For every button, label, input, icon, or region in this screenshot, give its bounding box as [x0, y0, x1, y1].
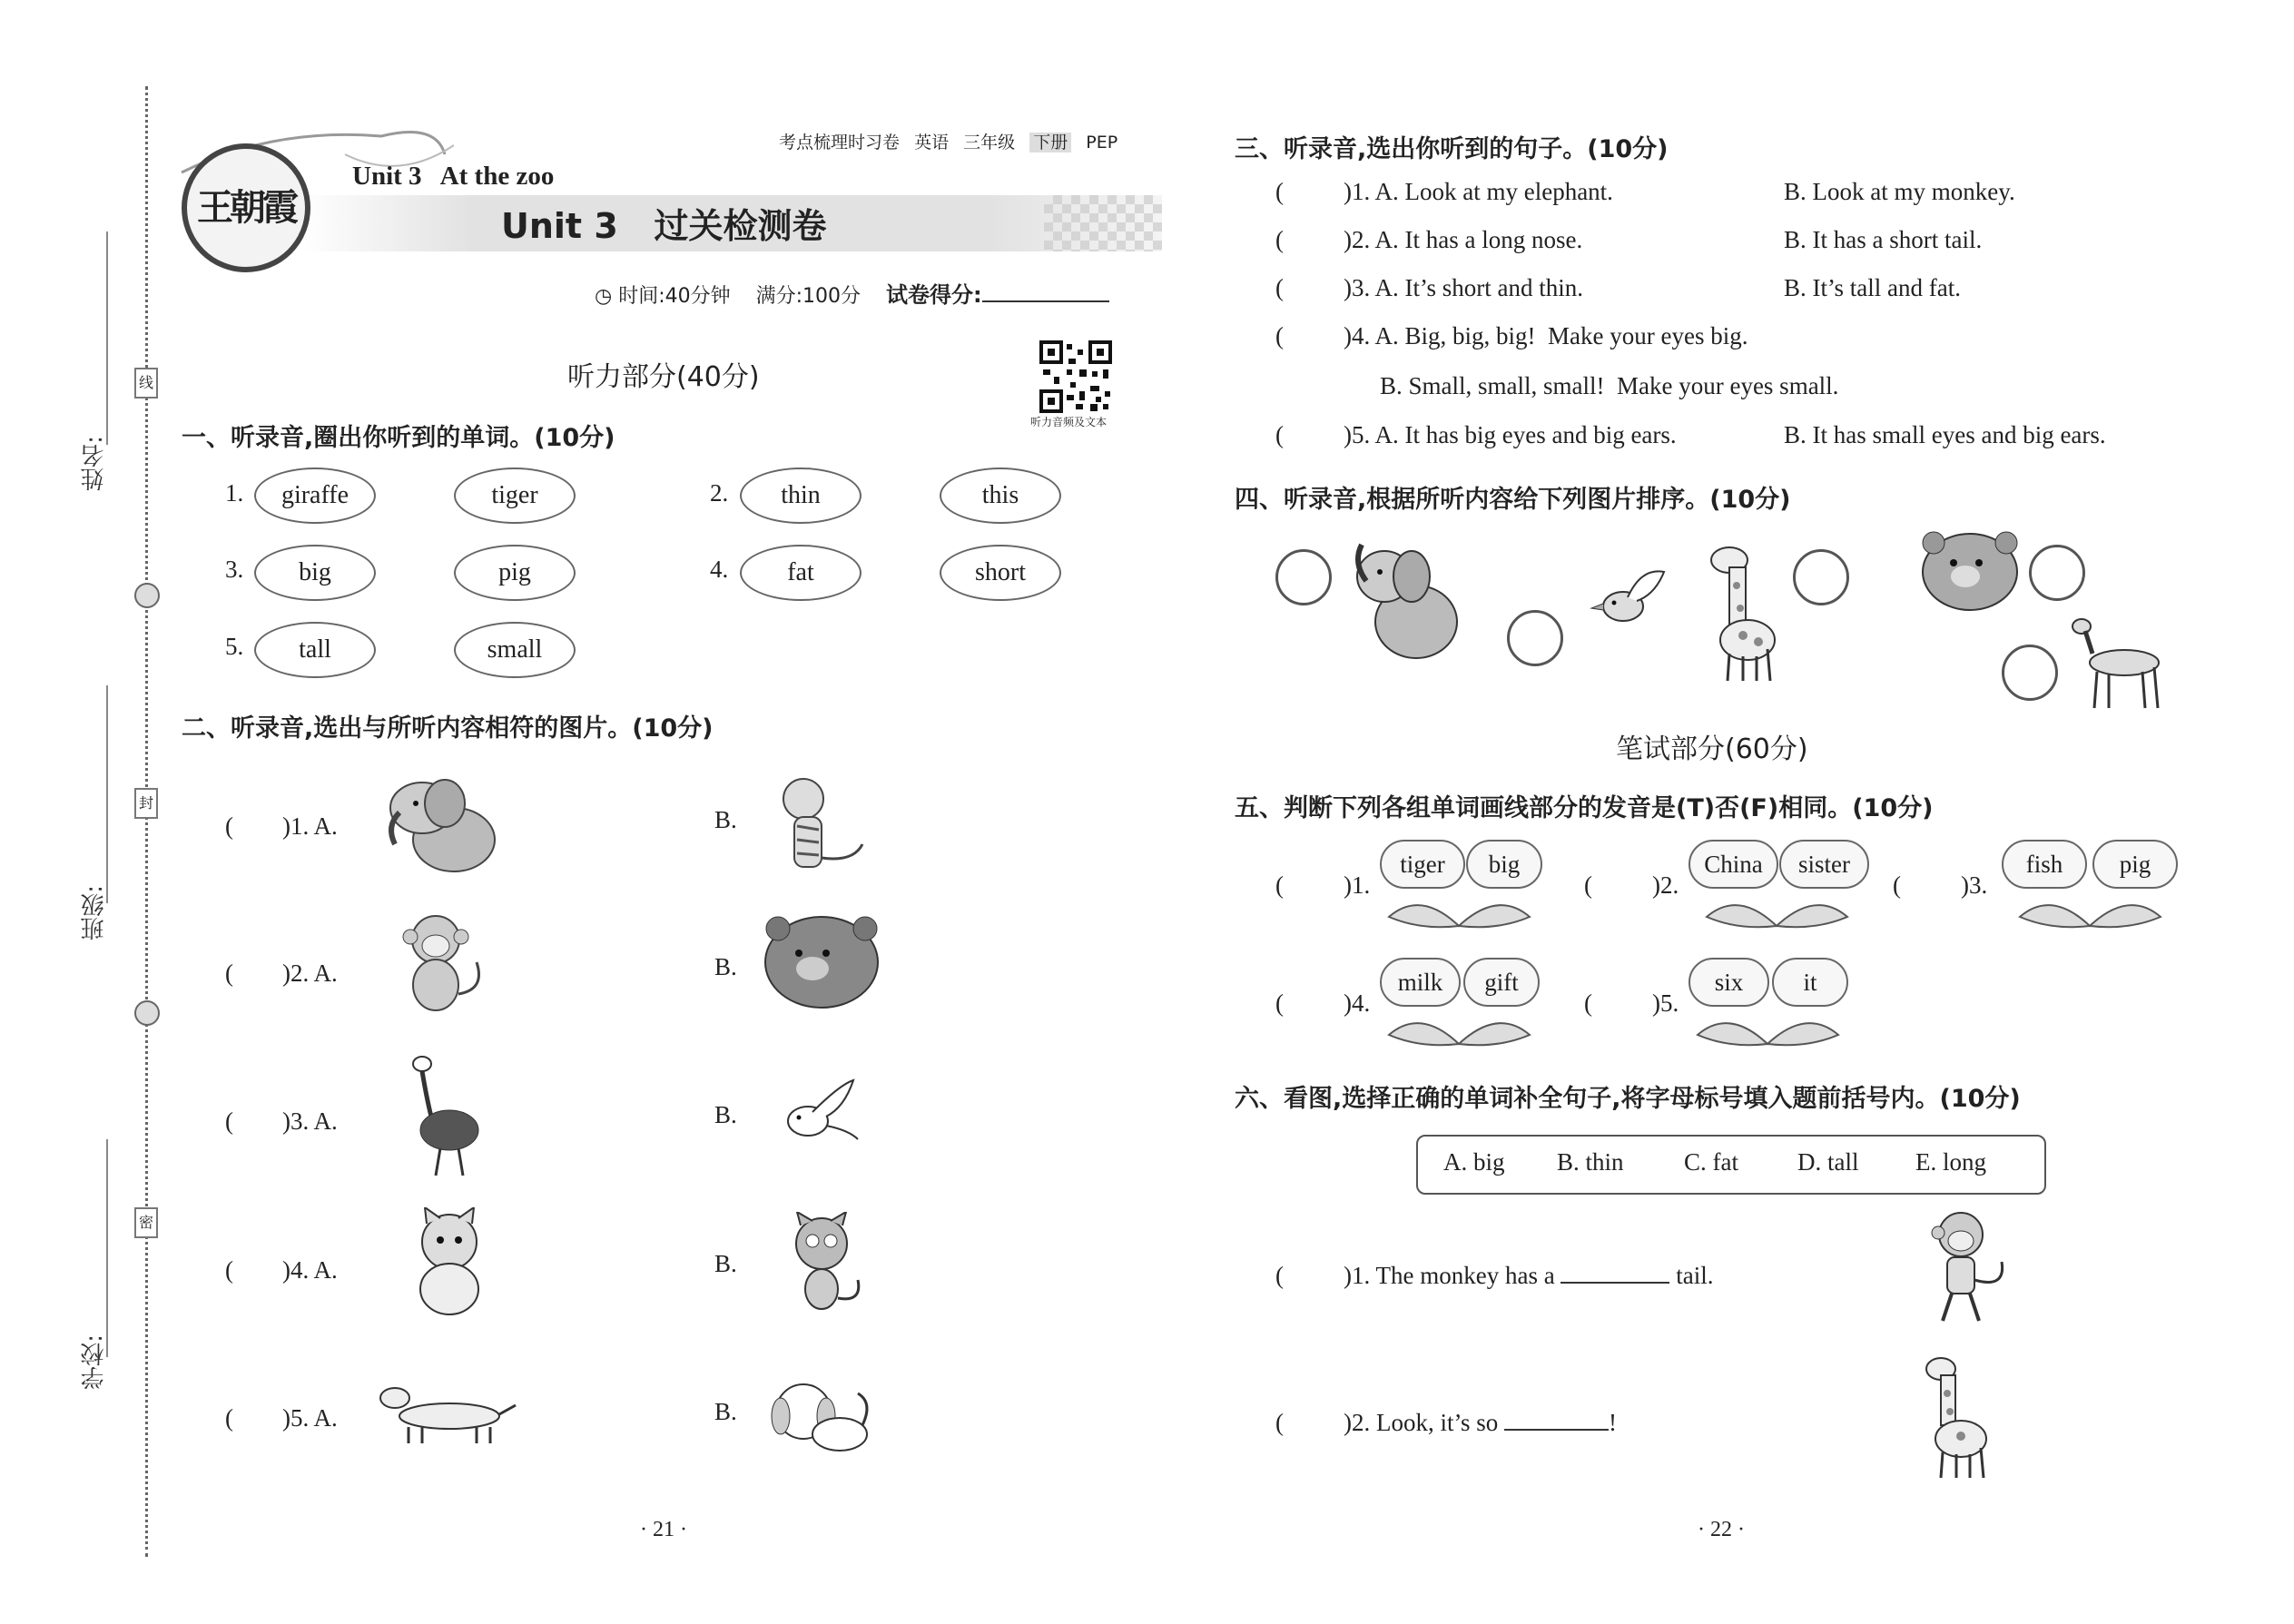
- word-pair-5: [1689, 958, 1847, 1053]
- answer-paren[interactable]: (: [1275, 1409, 1284, 1436]
- option-d: D. tall: [1797, 1148, 1859, 1176]
- name-underline: [106, 231, 108, 445]
- elephant-picture: [381, 772, 508, 881]
- order-circle[interactable]: [1275, 549, 1332, 605]
- binding-hole: [134, 583, 160, 608]
- word-pair-1: [1380, 840, 1539, 935]
- s3-item-4-a: )4. A. Big, big, big! Make your eyes big.: [1344, 322, 1748, 349]
- answer-paren[interactable]: (: [1275, 226, 1284, 253]
- answer-paren[interactable]: (: [1275, 989, 1284, 1017]
- leaves-icon: [1384, 890, 1534, 930]
- word-oval[interactable]: small: [454, 622, 576, 678]
- clock-icon: ◷: [595, 285, 613, 308]
- word-pair-3: [2002, 840, 2179, 935]
- s3-item-4-b: B. Small, small, small! Make your eyes small.: [1380, 372, 1839, 399]
- bear-picture: [1915, 527, 2024, 617]
- s3-item-2-b: B. It has a short tail.: [1784, 226, 1983, 253]
- word-oval[interactable]: tall: [254, 622, 376, 678]
- option-e: E. long: [1915, 1148, 1986, 1176]
- ostrich-picture: [399, 1053, 490, 1180]
- page-number-right: · 22 ·: [1698, 1518, 1745, 1541]
- word-pair-2: [1689, 840, 1866, 935]
- s3-item-5-b: B. It has small eyes and big ears.: [1784, 421, 2106, 448]
- s1-num-3: 3.: [225, 556, 244, 583]
- s1-num-2: 2.: [710, 479, 729, 507]
- word-cloud: gift: [1463, 958, 1540, 1007]
- binding-hole: [134, 1000, 160, 1026]
- word-pair-4: [1380, 958, 1539, 1053]
- dachshund-picture: [372, 1371, 517, 1452]
- s2-item-5: ( )5. A.: [225, 1404, 338, 1432]
- leaves-icon: [2006, 890, 2174, 930]
- page-number-left: · 21 ·: [640, 1518, 687, 1541]
- school-underline: [106, 1139, 108, 1357]
- s6-q1-end: tail.: [1676, 1262, 1714, 1289]
- bird-picture: [1587, 563, 1678, 635]
- class-label: 班级:: [81, 885, 108, 940]
- answer-paren[interactable]: (: [1275, 274, 1284, 301]
- leaves-icon: [1693, 890, 1861, 930]
- s6-q2-end: !: [1609, 1409, 1618, 1436]
- option-b: B. thin: [1557, 1148, 1624, 1176]
- word-oval[interactable]: tiger: [454, 468, 576, 524]
- s2-item-4: ( )4. A.: [225, 1256, 338, 1284]
- fill-blank[interactable]: [1504, 1429, 1609, 1431]
- s3-item-3-b: B. It’s tall and fat.: [1784, 274, 1961, 301]
- listening-title: 听力部分(40分): [567, 361, 760, 393]
- time-label: 时间:40分钟: [618, 285, 731, 308]
- class-underline: [106, 685, 108, 903]
- s6-q2-text: )2. Look, it’s so: [1344, 1409, 1499, 1436]
- word-oval[interactable]: thin: [740, 468, 861, 524]
- word-oval[interactable]: fat: [740, 545, 861, 601]
- word-oval[interactable]: short: [940, 545, 1061, 601]
- giraffe-picture: [1702, 540, 1788, 685]
- s5-num-4: )4.: [1344, 989, 1371, 1017]
- bird-picture: [776, 1076, 867, 1157]
- s1-num-4: 4.: [710, 556, 729, 583]
- s2-item-3: ( )3. A.: [225, 1107, 338, 1135]
- s2-b-5: B.: [714, 1398, 737, 1425]
- section-3-title: 三、听录音,选出你听到的句子。(10分): [1235, 135, 1669, 163]
- school-label: 学校:: [81, 1334, 108, 1390]
- section-1-title: 一、听录音,圈出你听到的单词。(10分): [182, 424, 615, 452]
- word-oval[interactable]: giraffe: [254, 468, 376, 524]
- fill-blank[interactable]: [1561, 1282, 1669, 1284]
- order-circle[interactable]: [2002, 645, 2058, 701]
- word-cloud: it: [1772, 958, 1848, 1007]
- order-circle[interactable]: [2029, 545, 2085, 601]
- cat-picture: [399, 1207, 499, 1316]
- section-4-title: 四、听录音,根据所听内容给下列图片排序。(10分): [1235, 486, 1791, 514]
- s6-q1-text: )1. The monkey has a: [1344, 1262, 1555, 1289]
- word-cloud: pig: [2092, 840, 2178, 889]
- s5-num-5: )5.: [1652, 989, 1679, 1017]
- leaves-icon: [1693, 1008, 1843, 1048]
- unit-line: Unit 3 At the zoo: [352, 162, 555, 191]
- s2-b-2: B.: [714, 953, 737, 980]
- s5-num-3: )3.: [1961, 871, 1988, 899]
- binding-dotted-line: [145, 86, 148, 1557]
- option-c: C. fat: [1684, 1148, 1738, 1176]
- answer-paren[interactable]: (: [1893, 871, 1901, 899]
- word-cloud: fish: [2002, 840, 2087, 889]
- written-title: 笔试部分(60分): [1616, 733, 1808, 765]
- word-oval[interactable]: big: [254, 545, 376, 601]
- s3-item-2-a: )2. A. It has a long nose.: [1344, 226, 1583, 253]
- s5-num-1: )1.: [1344, 871, 1371, 899]
- answer-paren[interactable]: (: [1275, 1262, 1284, 1289]
- qr-caption: 听力音频及文本: [1030, 416, 1108, 428]
- section-6-title: 六、看图,选择正确的单词补全句子,将字母标号填入题前括号内。(10分): [1235, 1085, 2021, 1113]
- puppy-picture: [763, 1371, 876, 1462]
- s1-num-5: 5.: [225, 633, 244, 660]
- s2-item-1: ( )1. A.: [225, 812, 338, 840]
- s5-num-2: )2.: [1652, 871, 1679, 899]
- monkey-picture: [1915, 1207, 2015, 1325]
- answer-paren[interactable]: (: [1275, 178, 1284, 205]
- s2-item-2: ( )2. A.: [225, 960, 338, 987]
- binding-mark-line: 线: [134, 368, 158, 399]
- giraffe-picture: [1915, 1353, 2006, 1480]
- elephant-picture: [1344, 536, 1471, 667]
- word-cloud: tiger: [1380, 840, 1465, 889]
- qr-code-icon: [1039, 340, 1112, 413]
- option-a: A. big: [1443, 1148, 1505, 1176]
- word-oval[interactable]: this: [940, 468, 1061, 524]
- kitten-picture: [781, 1212, 871, 1316]
- word-cloud: milk: [1380, 958, 1461, 1007]
- score-blank: [982, 300, 1109, 302]
- brand-logo: 王朝霞: [182, 143, 310, 272]
- s3-item-1-b: B. Look at my monkey.: [1784, 178, 2015, 205]
- answer-paren[interactable]: (: [1275, 322, 1284, 349]
- header-volume: 下册: [1029, 133, 1071, 153]
- header-grade: 三年级: [963, 133, 1016, 153]
- answer-paren[interactable]: (: [1275, 871, 1284, 899]
- section-2-title: 二、听录音,选出与所听内容相符的图片。(10分): [182, 714, 714, 743]
- monkey-picture: [390, 908, 499, 1017]
- s3-item-1-a: )1. A. Look at my elephant.: [1344, 178, 1613, 205]
- answer-paren[interactable]: (: [1584, 871, 1592, 899]
- s3-item-3-a: )3. A. It’s short and thin.: [1344, 274, 1583, 301]
- header-subject: 英语: [914, 133, 950, 153]
- answer-paren[interactable]: (: [1275, 421, 1284, 448]
- order-circle[interactable]: [1793, 549, 1849, 605]
- answer-paren[interactable]: (: [1584, 989, 1592, 1017]
- tiger-picture: [763, 772, 871, 881]
- s2-b-4: B.: [714, 1250, 737, 1277]
- word-oval[interactable]: pig: [454, 545, 576, 601]
- header-series: 考点梳理时习卷: [779, 133, 901, 153]
- score-label: 试卷得分:: [886, 282, 982, 308]
- header-meta: [779, 129, 1117, 153]
- s1-num-1: 1.: [225, 479, 244, 507]
- deer-picture: [2065, 613, 2165, 713]
- full-score: 满分:100分: [755, 285, 861, 308]
- s3-item-5-a: )5. A. It has big eyes and big ears.: [1344, 421, 1677, 448]
- s2-b-3: B.: [714, 1101, 737, 1128]
- word-cloud: sister: [1779, 840, 1869, 889]
- name-label: 姓名:: [81, 436, 108, 491]
- page-title: Unit 3 过关检测卷: [501, 206, 827, 246]
- title-band-pattern: [1044, 195, 1162, 251]
- word-cloud: big: [1466, 840, 1542, 889]
- leaves-icon: [1384, 1008, 1534, 1048]
- word-cloud: China: [1689, 840, 1778, 889]
- binding-mark-secret: 密: [134, 1207, 158, 1238]
- binding-mark-seal: 封: [134, 788, 158, 819]
- s2-b-1: B.: [714, 806, 737, 833]
- s6-q1: [1344, 1262, 1713, 1290]
- word-cloud: six: [1689, 958, 1769, 1007]
- bear-picture: [758, 912, 885, 1017]
- header-edition: PEP: [1086, 133, 1118, 153]
- exam-info: [595, 277, 1109, 309]
- s6-q2: [1344, 1409, 1617, 1437]
- order-circle[interactable]: [1507, 610, 1563, 666]
- section-5-title: 五、判断下列各组单词画线部分的发音是(T)否(F)相同。(10分): [1235, 794, 1934, 822]
